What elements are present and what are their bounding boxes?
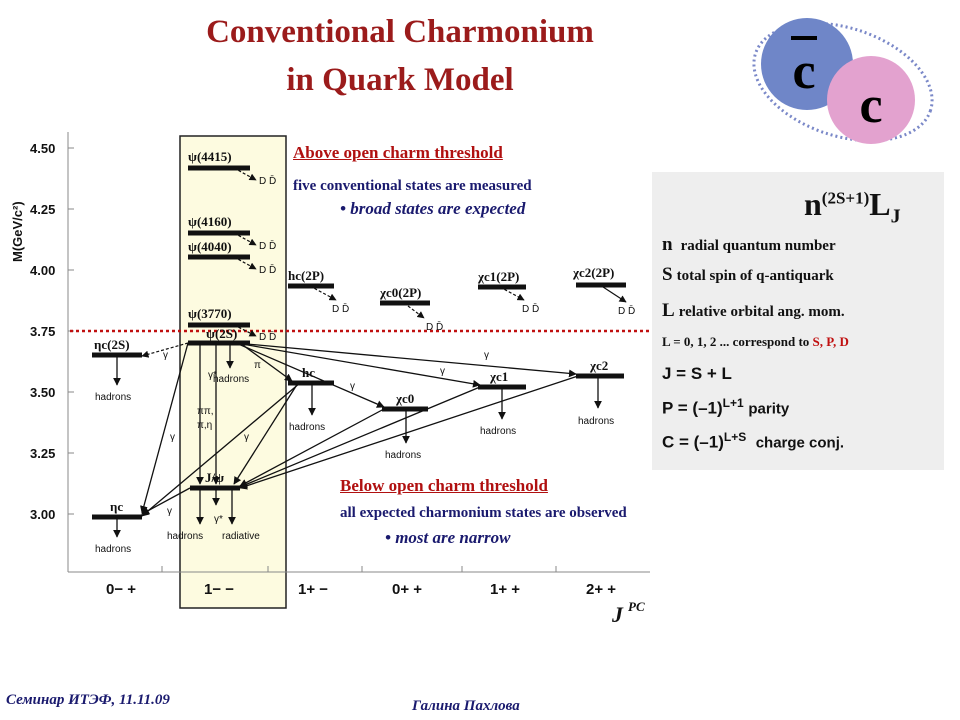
above-threshold-heading: Above open charm threshold (293, 143, 503, 162)
charge-conj-definition (662, 430, 844, 453)
parity-formula: P = (–1) (662, 398, 723, 418)
charge-conj-formula: C = (–1) (662, 432, 724, 452)
x-tick-2pp: 2+ + (586, 581, 617, 598)
s-definition (662, 264, 834, 286)
label-chic1: χc1 (490, 369, 509, 384)
gamma-right: γ (244, 432, 249, 443)
hadrons-chic0: hadrons (385, 450, 422, 461)
pipi-label: ππ, (197, 406, 214, 417)
y-tick-4.00: 4.00 (30, 263, 56, 278)
x-tick-1pm: 1+ − (298, 581, 329, 598)
charge-conj-text: charge conj. (755, 434, 845, 452)
below-threshold-line-1: all expected charmonium states are observed (340, 505, 627, 521)
hadrons-hc: hadrons (289, 422, 326, 433)
label-hc2P: hc(2P) (288, 268, 325, 283)
formula-sup: (2S+1) (821, 188, 870, 208)
l-symbol: L (662, 300, 675, 321)
label-chic0: χc0 (396, 391, 415, 406)
y-axis-label: M(GeV/c²) (10, 201, 25, 262)
spectroscopic-notation (804, 186, 901, 228)
dd-chic22P: D D̄ (618, 306, 636, 317)
antiquark-label: c (792, 43, 816, 100)
formula-sub: J (890, 205, 901, 228)
below-threshold-line-2: • most are narrow (385, 528, 511, 547)
hadrons-jpsi: hadrons (167, 531, 204, 542)
y-tick-4.50: 4.50 (30, 141, 56, 156)
y-tick-3.00: 3.00 (30, 507, 56, 522)
label-psi4415: ψ(4415) (188, 149, 232, 164)
label-etac2S: ηc(2S) (94, 337, 130, 352)
s-symbol: S (662, 264, 673, 285)
label-jpsi: J/ψ (205, 470, 225, 485)
x-axis-label: J (612, 602, 623, 627)
label-chic02P: χc0(2P) (380, 285, 422, 300)
pieta-label: π,η (197, 420, 213, 431)
dd-chic12P: D D̄ (522, 304, 540, 315)
formula-n: n (804, 186, 822, 222)
above-threshold-line-2: • broad states are expected (340, 199, 526, 218)
l-values-text: L = 0, 1, 2 ... correspond to (662, 334, 810, 349)
label-psi4160: ψ(4160) (188, 214, 232, 229)
gamma-to-chic1: γ (440, 366, 445, 377)
x-axis-label-sup: PC (628, 599, 645, 614)
gamma-left: γ (170, 432, 175, 443)
footer-author: Галина Пахлова (412, 698, 520, 714)
gamma-to-chic2: γ (484, 350, 489, 361)
dd-3770: D D̄ (259, 332, 277, 343)
n-definition (662, 234, 836, 256)
dd-4415: D D̄ (259, 176, 277, 187)
dd-chic02P: D D̄ (426, 322, 444, 333)
radiative-jpsi: radiative (222, 531, 260, 542)
gamma-star-jpsi: γ* (214, 514, 223, 525)
gamma-to-chic0: γ (350, 381, 355, 392)
parity-sup: L+1 (722, 396, 744, 410)
s-text: total spin of q-antiquark (676, 268, 834, 284)
x-tick-0pp: 0+ + (392, 581, 423, 598)
x-tick-1pp: 1+ + (490, 581, 521, 598)
formula-L: L (869, 186, 891, 222)
n-symbol: n (662, 234, 673, 255)
x-tick-0mp: 0− + (106, 581, 137, 598)
title-line-1: Conventional Charmonium (206, 14, 594, 50)
gamma-jpsi-etac: γ (167, 506, 172, 517)
y-tick-3.50: 3.50 (30, 385, 56, 400)
l-values-letters: S, P, D (812, 334, 849, 349)
label-psi2S: ψ(2S) (206, 326, 238, 341)
quantum-numbers-box (652, 172, 944, 470)
above-threshold-line-1: five conventional states are measured (293, 178, 532, 194)
label-chic22P: χc2(2P) (573, 265, 615, 280)
gamma-star-label: γ* (208, 370, 217, 381)
l-definition (662, 300, 845, 322)
l-values (662, 334, 849, 350)
footer-seminar: Семинар ИТЭФ, 11.11.09 (6, 692, 170, 708)
x-tick-1mm: 1− − (204, 581, 235, 598)
j-definition: J = S + L (662, 364, 732, 383)
y-tick-3.75: 3.75 (30, 324, 56, 339)
label-psi3770: ψ(3770) (188, 306, 232, 321)
label-chic12P: χc1(2P) (478, 269, 520, 284)
parity-text: parity (748, 400, 790, 418)
y-tick-4.25: 4.25 (30, 202, 56, 217)
hadrons-etac2S: hadrons (95, 392, 132, 403)
label-chic2: χc2 (590, 358, 609, 373)
hadrons-chic2: hadrons (578, 416, 615, 427)
y-tick-3.25: 3.25 (30, 446, 56, 461)
gamma-psi2S-etac2S: γ (163, 350, 168, 361)
quark-label: c (859, 77, 883, 134)
label-hc: hc (302, 365, 315, 380)
n-text: radial quantum number (680, 238, 836, 254)
dd-4160: D D̄ (259, 241, 277, 252)
dd-hc2P: D D̄ (332, 304, 350, 315)
label-etac: ηc (110, 499, 124, 514)
title-line-2: in Quark Model (286, 62, 514, 98)
label-psi4040: ψ(4040) (188, 239, 232, 254)
pi-label: π (254, 360, 261, 371)
hadrons-psi2S: hadrons (213, 374, 250, 385)
dd-4040: D D̄ (259, 265, 277, 276)
hadrons-etac: hadrons (95, 544, 132, 555)
below-threshold-heading: Below open charm threshold (340, 476, 548, 495)
l-text: relative orbital ang. mom. (678, 304, 845, 320)
charge-conj-sup: L+S (723, 430, 747, 444)
parity-definition (662, 396, 789, 419)
hadrons-chic1: hadrons (480, 426, 517, 437)
